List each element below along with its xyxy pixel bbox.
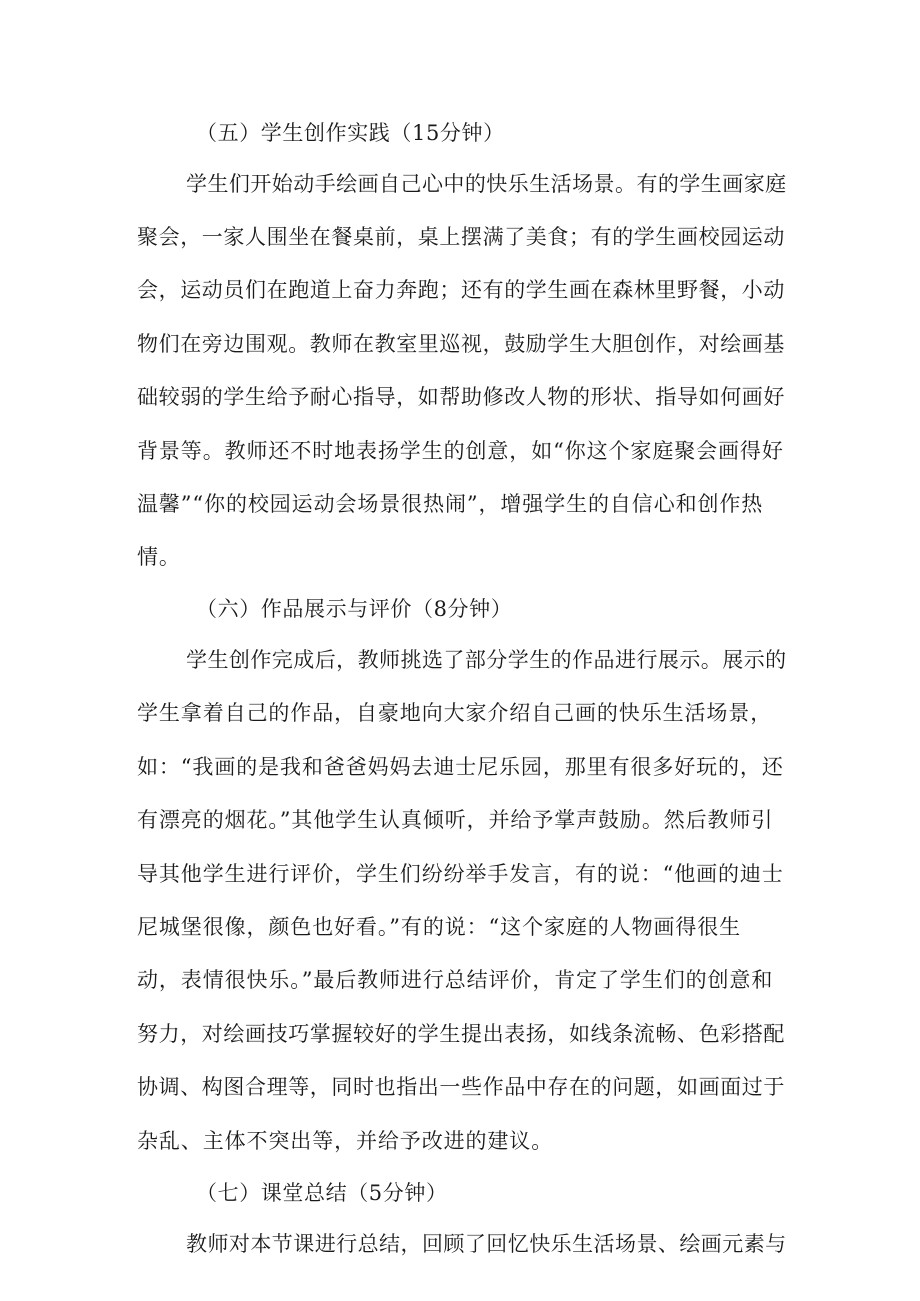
section6-line-8: 努力，对绘画技巧掌握较好的学生提出表扬，如线条流畅、色彩搭配 [137, 1022, 785, 1046]
section5-line-6: 背景等。教师还不时地表扬学生的创意，如“你这个家庭聚会画得好 [137, 439, 784, 463]
section6-line-4: 有漂亮的烟花。”其他学生认真倾听，并给予掌声鼓励。然后教师引 [137, 808, 774, 832]
section7-heading: （七）课堂总结（5分钟） [196, 1181, 448, 1205]
section5-heading: （五）学生创作实践（15分钟） [196, 121, 505, 145]
section6-line-3: 如：“我画的是我和爸爸妈妈去迪士尼乐园，那里有很多好玩的，还 [137, 755, 784, 779]
section6-heading: （六）作品展示与评价（8分钟） [196, 597, 513, 621]
section5-line-1: 学生们开始动手绘画自己心中的快乐生活场景。有的学生画家庭 [186, 172, 787, 196]
section6-line-10: 杂乱、主体不突出等，并给予改进的建议。 [137, 1129, 554, 1153]
section6-line-1: 学生创作完成后，教师挑选了部分学生的作品进行展示。展示的 [186, 648, 787, 672]
section5-line-3: 会，运动员们在跑道上奋力奔跑；还有的学生画在森林里野餐，小动 [137, 278, 785, 302]
section6-line-9: 协调、构图合理等，同时也指出一些作品中存在的问题，如画面过于 [137, 1075, 785, 1099]
section5-line-7: 温馨”“你的校园运动会场景很热闹”，增强学生的自信心和创作热 [137, 492, 764, 516]
section7-line-1: 教师对本节课进行总结，回顾了回忆快乐生活场景、绘画元素与 [186, 1232, 787, 1256]
section5-line-5: 础较弱的学生给予耐心指导，如帮助修改人物的形状、指导如何画好 [137, 385, 785, 409]
section6-line-6: 尼城堡很像，颜色也好看。”有的说：“这个家庭的人物画得很生 [137, 915, 742, 939]
section5-line-4: 物们在旁边围观。教师在教室里巡视，鼓励学生大胆创作，对绘画基 [137, 332, 785, 356]
section6-line-7: 动，表情很快乐。”最后教师进行总结评价，肯定了学生们的创意和 [137, 968, 774, 992]
section5-line-8: 情。 [137, 545, 181, 569]
section5-line-2: 聚会，一家人围坐在餐桌前，桌上摆满了美食；有的学生画校园运动 [137, 225, 785, 249]
section6-line-5: 导其他学生进行评价，学生们纷纷举手发言，有的说：“他画的迪士 [137, 862, 784, 886]
section6-line-2: 学生拿着自己的作品，自豪地向大家介绍自己画的快乐生活场景， [137, 701, 773, 725]
